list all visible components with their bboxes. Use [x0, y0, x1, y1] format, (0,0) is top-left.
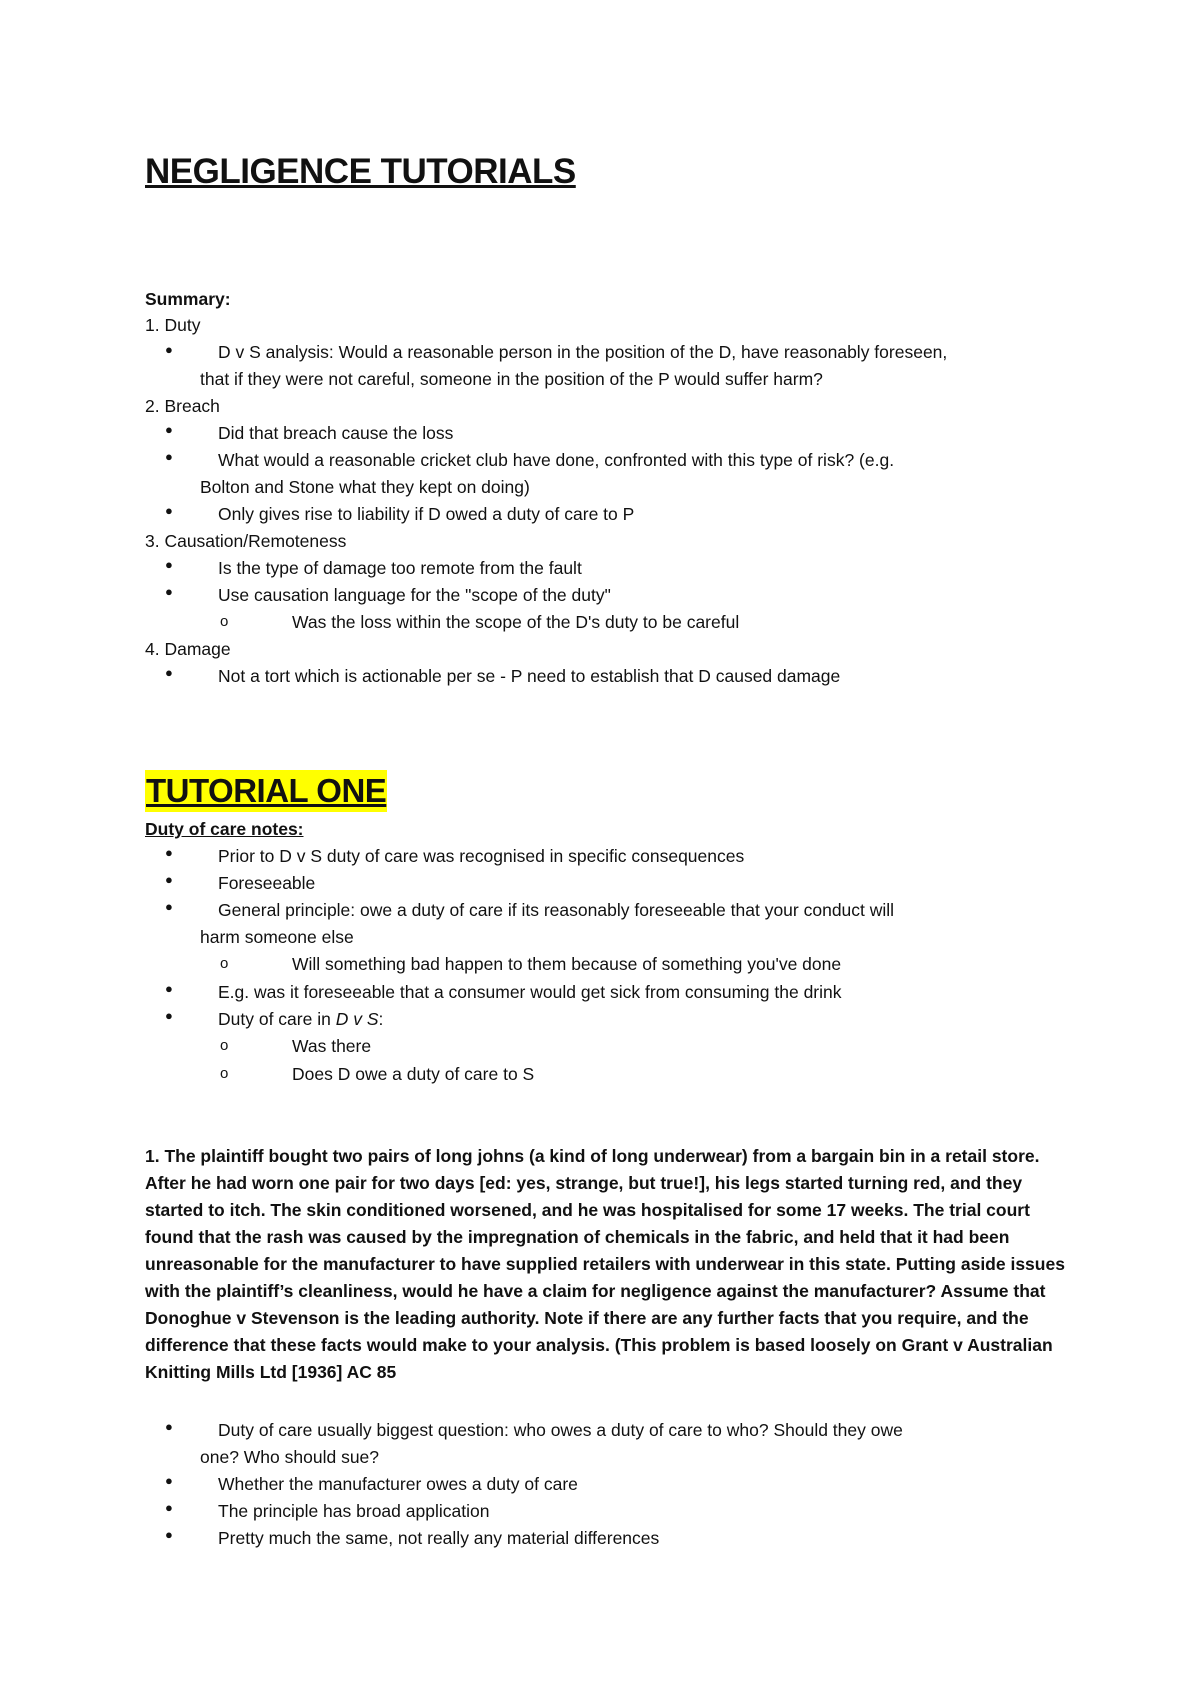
bullet-icon: ● — [165, 422, 173, 437]
causation-bullet-2: Use causation language for the "scope of the duty" — [218, 585, 611, 605]
bullet-icon: ● — [165, 1008, 173, 1023]
breach-bullet-2-line-2: Bolton and Stone what they kept on doing) — [200, 477, 530, 497]
sub-bullet-icon: o — [220, 1065, 229, 1082]
question-1-paragraph: 1. The plaintiff bought two pairs of long johns (a kind of long underwear) from a bargain bin in a retail store. After he had worn one pair for two days [ed: yes, strange, but true!], his legs started turning red, and they started to itch. The skin conditioned worsened, and he was hospitalised for some 17 weeks. The trial court found that the rash was caused by the impregnation of chemicals in the fabric, and held that it had been unreasonable for the manufacturer to have supplied retailers with underwear in this state. Putting aside issues with the plaintiff’s cleanliness, would he have a claim for negligence against the manufacturer? Assume that Donoghue v Stevenson is the leading authority. Note if there are any further facts that you require, and the difference that these facts would make to your analysis. (This problem is based loosely on Grant v Australian Knitting Mills Ltd [1936] AC 85 — [145, 1146, 1065, 1382]
sub-bullet-icon: o — [220, 1037, 229, 1054]
duty-of-care-notes-heading: Duty of care notes: — [145, 819, 304, 839]
notes-bullet-5-suffix: : — [378, 1009, 384, 1029]
notes-bullet-3-sub-1: Will something bad happen to them because of something you've done — [292, 954, 842, 974]
bullet-icon: ● — [165, 503, 173, 518]
notes-bullet-3-line-1: General principle: owe a duty of care if its reasonably foreseeable that your conduct will — [218, 900, 895, 920]
notes-bullet-5-prefix: Duty of care in — [218, 1009, 336, 1029]
summary-breach-label: 2. Breach — [145, 396, 220, 416]
bullet-icon: ● — [165, 872, 173, 887]
tutorial-one-heading: TUTORIAL ONE — [145, 770, 387, 812]
bullet-icon: ● — [165, 1527, 173, 1542]
summary-heading: Summary: — [145, 289, 231, 309]
answer-bullet-4: Pretty much the same, not really any material differences — [218, 1528, 660, 1548]
bullet-icon: ● — [165, 342, 173, 357]
sub-bullet-icon: o — [220, 613, 229, 630]
notes-bullet-5 — [218, 1006, 383, 1033]
case-name-dvs: D v S — [335, 1009, 379, 1029]
bullet-icon: ● — [165, 584, 173, 599]
notes-bullet-2: Foreseeable — [218, 873, 316, 893]
notes-bullet-1: Prior to D v S duty of care was recognised in specific consequences — [218, 846, 745, 866]
answer-bullet-2: Whether the manufacturer owes a duty of care — [218, 1474, 578, 1494]
bullet-icon: ● — [165, 981, 173, 996]
bullet-icon: ● — [165, 665, 173, 680]
breach-bullet-2-line-1: What would a reasonable cricket club have done, confronted with this type of risk? (e.g. — [218, 450, 895, 470]
sub-bullet-icon: o — [220, 955, 229, 972]
duty-bullet-1-line-2: that if they were not careful, someone in the position of the P would suffer harm? — [200, 369, 823, 389]
document-title: NEGLIGENCE TUTORIALS — [145, 152, 576, 191]
summary-causation-label: 3. Causation/Remoteness — [145, 531, 347, 551]
answer-bullet-1-line-2: one? Who should sue? — [200, 1447, 380, 1467]
notes-bullet-5-sub-1: Was there — [292, 1036, 372, 1056]
breach-bullet-1: Did that breach cause the loss — [218, 423, 454, 443]
breach-bullet-3: Only gives rise to liability if D owed a duty of care to P — [218, 504, 635, 524]
summary-damage-label: 4. Damage — [145, 639, 231, 659]
damage-bullet-1: Not a tort which is actionable per se - P need to establish that D caused damage — [218, 666, 841, 686]
bullet-icon: ● — [165, 1419, 173, 1434]
bullet-icon: ● — [165, 557, 173, 572]
bullet-icon: ● — [165, 1500, 173, 1515]
notes-bullet-5-sub-2: Does D owe a duty of care to S — [292, 1064, 535, 1084]
notes-bullet-4: E.g. was it foreseeable that a consumer would get sick from consuming the drink — [218, 982, 842, 1002]
causation-sub-bullet-1: Was the loss within the scope of the D's duty to be careful — [292, 612, 740, 632]
causation-bullet-1: Is the type of damage too remote from the fault — [218, 558, 582, 578]
bullet-icon: ● — [165, 449, 173, 464]
summary-duty-label: 1. Duty — [145, 315, 201, 335]
duty-bullet-1-line-1: D v S analysis: Would a reasonable person in the position of the D, have reasonably foreseen, — [218, 342, 948, 362]
bullet-icon: ● — [165, 845, 173, 860]
answer-bullet-3: The principle has broad application — [218, 1501, 490, 1521]
bullet-icon: ● — [165, 1473, 173, 1488]
answer-bullet-1-line-1: Duty of care usually biggest question: who owes a duty of care to who? Should they owe — [218, 1420, 903, 1440]
notes-bullet-3-line-2: harm someone else — [200, 927, 354, 947]
bullet-icon: ● — [165, 899, 173, 914]
